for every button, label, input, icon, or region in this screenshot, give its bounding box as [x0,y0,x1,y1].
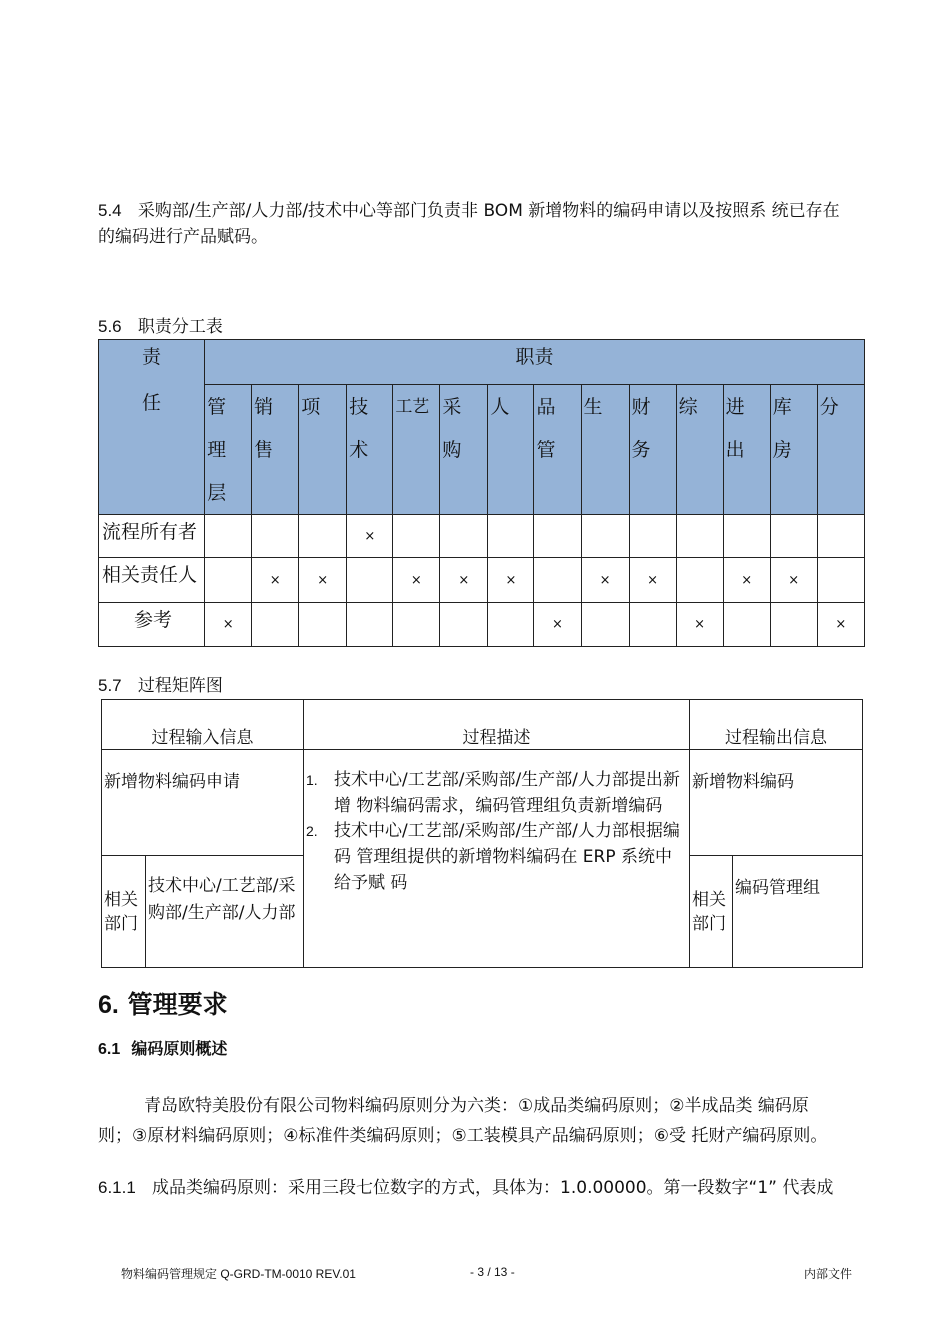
section-5-4 [98,198,878,250]
process-matrix-table [101,699,863,968]
row-label-cell [99,558,205,603]
department-header-cell [676,385,723,515]
paragraph-line: 则；③原材料编码原则；④标准件类编码原则；⑤工装模具产品编码原则；⑥受 托财产编码原则。 [98,1126,828,1146]
table-row [99,558,865,603]
department-header-row [99,385,865,515]
duty-mark: × [788,572,800,588]
duty-mark: × [458,572,470,588]
duty-mark-cell [817,515,864,558]
duty-header: 职责 [515,346,554,368]
footer-left: 物料编码管理规定 Q-GRD-TM-0010 REV.01 [121,1267,356,1281]
section-6-heading [98,985,228,1021]
duty-mark-cell [534,558,581,603]
process-step [306,767,683,819]
duty-mark: × [364,528,376,544]
row-label-cell [99,603,205,647]
duty-mark-cell [723,603,770,647]
duty-mark: × [599,572,611,588]
duty-mark-cell [629,515,676,558]
department-header-char: 术 [349,439,369,461]
duty-mark: × [222,617,234,632]
column-header: 过程描述 [462,728,531,748]
corner-header-cell [99,340,205,515]
table-row [99,515,865,558]
duty-mark-cell [205,515,252,558]
department-header-cell [488,385,534,515]
header-input-cell [102,700,304,750]
duty-allocation-table [98,339,865,647]
duty-mark-cell [676,603,723,647]
department-header-char: 售 [254,439,274,461]
duty-mark-cell [393,515,440,558]
section-5-6-heading [98,314,223,340]
department-header-cell [347,385,393,515]
duty-mark-cell [252,515,299,558]
header-output-cell [690,700,863,750]
section-6-1-1 [98,1175,833,1201]
duty-mark-cell [347,603,393,647]
row-label: 流程所有者 [102,521,198,543]
duty-mark: × [835,617,847,632]
duty-mark-cell [252,603,299,647]
duty-mark-cell [676,515,723,558]
duty-mark: × [647,572,659,588]
section-title: 管理要求 [127,990,228,1019]
department-header-char: 采 [442,396,462,418]
department-header-char: 人 [490,396,510,418]
duty-mark-cell [770,558,817,603]
section-number: 5.4 [98,201,122,220]
table-row [99,603,865,647]
process-desc-cell [304,750,690,968]
duty-mark-cell [817,558,864,603]
department-header-cell [629,385,676,515]
department-header-char: 出 [725,439,745,461]
duty-mark-cell [440,603,488,647]
step-text: 技术中心/工艺部/采购部/生产部/人力部根据编码 管理组提供的新增物料编码在 ERP 系统中给予赋 码 [334,821,680,893]
section-title: 过程矩阵图 [137,676,223,696]
duty-mark-cell [440,558,488,603]
department-header-cell [817,385,864,515]
department-header-cell [770,385,817,515]
process-step [306,818,683,896]
input-info-text: 新增物料编码申请 [104,772,240,792]
duty-mark-cell [393,603,440,647]
section-number: 6. [98,991,119,1019]
paragraph-line: 的编码进行产品赋码。 [98,227,268,247]
department-header-char: 综 [678,396,698,418]
duty-mark-cell [488,558,534,603]
duty-mark: × [505,572,517,588]
section-title: 职责分工表 [137,317,223,337]
department-header-cell [252,385,299,515]
duty-mark-cell [440,515,488,558]
column-header: 过程输出信息 [725,728,827,748]
duty-mark-cell [534,515,581,558]
dept-label-cell [690,856,733,968]
duty-mark-cell [534,603,581,647]
row-label: 参考 [134,609,173,631]
duty-mark: × [269,572,281,588]
header-desc-cell [304,700,690,750]
section-number: 5.6 [98,317,122,336]
step-number: 2. [306,823,318,839]
input-info-cell [102,750,304,856]
dept-label: 相关部门 [104,889,138,934]
corner-header-line: 责 [142,346,162,368]
duty-mark-cell [723,515,770,558]
column-header: 过程输入信息 [151,728,254,748]
department-header-cell [393,385,440,515]
duty-mark: × [552,617,563,632]
section-number: 5.7 [98,676,122,695]
duty-mark-cell [676,558,723,603]
dept-label: 相关部门 [692,889,726,934]
step-number: 1. [306,772,318,788]
row-label: 相关责任人 [102,564,198,586]
department-header-char: 理 [207,439,227,461]
duty-mark: × [317,572,329,588]
footer-right: 内部文件 [804,1267,853,1281]
duty-mark: × [410,572,422,588]
department-header-char: 技 [349,396,369,418]
department-header-char: 生 [583,396,603,418]
duty-mark-cell [629,558,676,603]
duty-mark-cell [488,603,534,647]
department-header-cell [723,385,770,515]
department-header-cell [299,385,347,515]
output-dept-cell [733,856,863,968]
input-dept-cell [146,856,304,968]
department-header-char: 务 [631,439,651,461]
department-header-char: 层 [207,482,227,504]
paragraph-line: 青岛欧特美股份有限公司物料编码原则分为六类：①成品类编码原则；②半成品类 编码原 [144,1096,809,1116]
duty-mark-cell [581,603,629,647]
paragraph-line: 成品类编码原则：采用三段七位数字的方式，具体为：1.0.00000。第一段数字“1” 代表成 [152,1178,834,1198]
duty-mark-cell [817,603,864,647]
department-header-char: 工艺 [395,397,430,417]
department-header-char: 管 [536,439,556,461]
duty-header-cell [205,340,865,385]
section-5-7-heading [98,673,223,699]
paragraph-line: 采购部/生产部/人力部/技术中心等部门负责非 BOM 新增物料的编码申请以及按照系 统已存在 [137,201,840,221]
duty-mark-cell [299,558,347,603]
output-info-cell [690,750,863,856]
section-title: 编码原则概述 [131,1039,228,1058]
duty-mark-cell [393,558,440,603]
department-header-char: 进 [725,396,745,418]
duty-mark-cell [770,515,817,558]
department-header-cell [440,385,488,515]
duty-mark-cell [252,558,299,603]
department-header-char: 品 [536,396,556,418]
duty-mark-cell [299,603,347,647]
duty-mark-cell [347,515,393,558]
duty-mark-cell [205,558,252,603]
duty-mark: × [694,617,706,632]
output-dept-text: 编码管理组 [735,878,820,898]
department-header-char: 分 [819,396,839,418]
duty-mark-cell [347,558,393,603]
input-dept-text: 技术中心/工艺部/采 购部/生产部/人力部 [148,876,296,923]
department-header-char: 购 [442,439,462,461]
department-header-char: 管 [207,396,227,418]
output-info-text: 新增物料编码 [692,772,794,792]
dept-label-cell [102,856,146,968]
section-6-1-body [98,1091,878,1151]
duty-mark-cell [205,603,252,647]
department-header-cell [534,385,581,515]
row-label-cell [99,515,205,558]
duty-mark-cell [581,515,629,558]
duty-mark-cell [581,558,629,603]
department-header-char: 房 [772,439,792,461]
department-header-char: 项 [301,396,321,418]
department-header-cell [581,385,629,515]
department-header-cell [205,385,252,515]
duty-mark-cell [770,603,817,647]
section-number: 6.1 [98,1041,121,1058]
duty-mark: × [741,572,753,588]
duty-mark-cell [488,515,534,558]
duty-mark-cell [299,515,347,558]
duty-mark-cell [629,603,676,647]
corner-header-line: 任 [142,392,162,414]
department-header-char: 财 [631,396,651,418]
section-6-1-heading [98,1036,227,1059]
footer-page-number: - 3 / 13 - [470,1265,515,1279]
department-header-char: 销 [254,396,274,418]
step-text: 技术中心/工艺部/采购部/生产部/人力部提出新增 物料编码需求，编码管理组负责新增编码 [334,770,680,816]
department-header-char: 库 [772,396,792,418]
section-number: 6.1.1 [98,1178,136,1197]
duty-mark-cell [723,558,770,603]
